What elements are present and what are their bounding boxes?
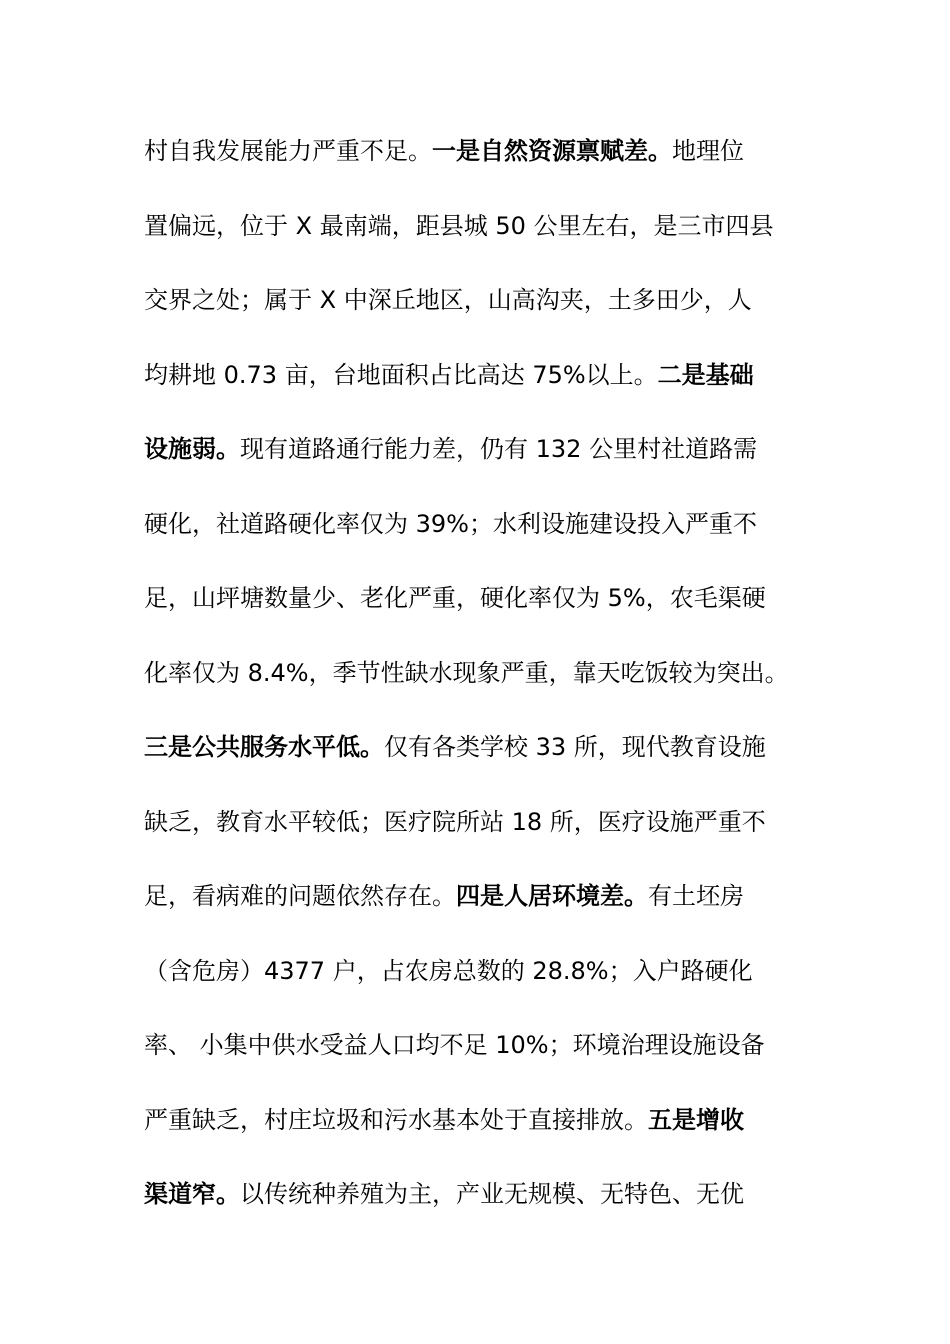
bold-heading-run: 四是人居环境差。 <box>456 882 648 910</box>
text-line <box>144 1157 834 1232</box>
text-line <box>144 338 834 413</box>
text-line <box>144 263 834 338</box>
text-run: 足，看病难的问题依然存在。 <box>144 882 456 910</box>
bold-heading-run: 设施弱。 <box>144 435 240 463</box>
text-run: （含危房）4377 户，占农房总数的 28.8%；入户路硬化 <box>144 956 753 985</box>
text-line <box>144 189 834 264</box>
bold-heading-run: 一是自然资源禀赋差。 <box>432 137 672 165</box>
text-run: 硬化，社道路硬化率仅为 39%；水利设施建设投入严重不 <box>144 509 757 538</box>
text-line <box>144 412 834 487</box>
text-run: 仅有各类学校 33 所，现代教育设施 <box>384 733 766 761</box>
bold-heading-run: 渠道窄。 <box>144 1180 240 1208</box>
text-line <box>144 710 834 785</box>
text-run: 村自我发展能力严重不足。 <box>144 137 432 165</box>
text-line <box>144 934 834 1009</box>
bold-heading-run: 三是公共服务水平低。 <box>144 733 384 761</box>
text-run: 地理位 <box>672 137 744 165</box>
text-run: 足，山坪塘数量少、老化严重，硬化率仅为 5%，农毛渠硬 <box>144 584 766 612</box>
text-line <box>144 114 834 189</box>
text-line <box>144 487 834 562</box>
text-run: 有土坯房 <box>648 882 744 910</box>
text-run: 严重缺乏，村庄垃圾和污水基本处于直接排放。 <box>144 1105 648 1134</box>
text-line <box>144 1008 834 1083</box>
body-paragraph <box>144 114 834 1232</box>
text-run: 以传统种养殖为主，产业无规模、无特色、无优 <box>240 1180 744 1208</box>
bold-heading-run: 五是增收 <box>648 1105 744 1134</box>
text-run: 交界之处；属于 X 中深丘地区，山高沟夹，土多田少，人 <box>144 286 752 314</box>
text-run: 缺乏，教育水平较低；医疗院所站 18 所，医疗设施严重不 <box>144 807 766 836</box>
bold-heading-run: 二是基础 <box>657 360 754 389</box>
text-run: 化率仅为 8.4%，季节性缺水现象严重，靠天吃饭较为突出。 <box>144 658 789 687</box>
text-line <box>144 636 834 711</box>
text-line <box>144 859 834 934</box>
text-line <box>144 561 834 636</box>
text-run: 置偏远，位于 X 最南端，距县城 50 公里左右，是三市四县 <box>144 211 774 240</box>
text-run: 现有道路通行能力差，仍有 132 公里村社道路需 <box>240 435 758 463</box>
text-line <box>144 785 834 860</box>
text-run: 均耕地 0.73 亩，台地面积占比高达 75%以上。 <box>144 360 658 389</box>
text-line <box>144 1083 834 1158</box>
text-run: 率、 小集中供水受益人口均不足 10%；环境治理设施设备 <box>144 1031 765 1059</box>
